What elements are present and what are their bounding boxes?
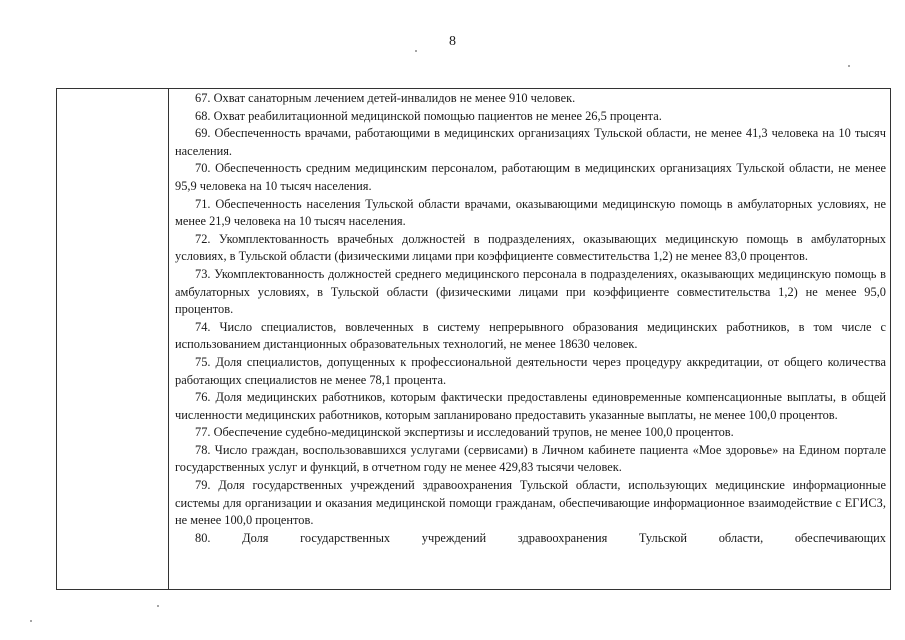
list-item: 80. Доля государственных учреждений здравоохранения Тульской области, обеспечивающих bbox=[195, 530, 886, 545]
scan-speck bbox=[30, 620, 32, 622]
list-item: 79. Доля государственных учреждений здравоохранения Тульской области, использующих медицинские информационные системы для организации и оказания медицинской помощи гражданам, обеспечивающие информационное взаимодействие с ЕГИСЗ, не менее 100,0 процентов. bbox=[175, 478, 886, 528]
list-item: 70. Обеспеченность средним медицинским персоналом, работающим в медицинских организациях Тульской области, не менее 95,9 человека на 10 тысяч населения. bbox=[175, 161, 886, 193]
list-item: 73. Укомплектованность должностей среднего медицинского персонала в подразделениях, оказывающих медицинскую помощь в амбулаторных условиях, в Тульской области (физическими лицами при коэффициенте совместительства 1,2) не менее 95,0 процентов. bbox=[175, 266, 886, 317]
scan-speck bbox=[415, 50, 417, 52]
list-item: 71. Обеспеченность населения Тульской области врачами, оказывающими медицинскую помощь в амбулаторных условиях, не менее 21,9 человека на 10 тысяч населения. bbox=[175, 196, 886, 229]
scan-speck bbox=[157, 605, 159, 607]
page-number: 8 bbox=[449, 34, 456, 49]
table-right-column bbox=[169, 89, 890, 589]
list-item: 69. Обеспеченность врачами, работающими в медицинских организациях Тульской области, не менее 41,3 человека на 10 тысяч населения. bbox=[175, 126, 886, 158]
list-item: 68. Охват реабилитационной медицинской помощью пациентов не менее 26,5 процента. bbox=[195, 108, 662, 123]
list-item: 78. Число граждан, воспользовавшихся услугами (сервисами) в Личном кабинете пациента «Мое здоровье» на Едином портале государственных услуг и функций, в отчетном году не менее 429,83 тысячи человек. bbox=[175, 442, 886, 475]
list-item: 67. Охват санаторным лечением детей-инвалидов не менее 910 человек. bbox=[195, 91, 576, 105]
document-table bbox=[56, 88, 891, 590]
list-item: 77. Обеспечение судебно-медицинской экспертизы и исследований трупов, не менее 100,0 процентов. bbox=[195, 425, 734, 440]
table-left-column bbox=[57, 89, 169, 589]
list-item: 74. Число специалистов, вовлеченных в систему непрерывного образования медицинских работников, в том числе с использованием дистанционных образовательных технологий, не менее 18630 человек. bbox=[175, 319, 886, 352]
list-item: 75. Доля специалистов, допущенных к профессиональной деятельности через процедуру аккредитации, от общего количества работающих специалистов не менее 78,1 процента. bbox=[175, 354, 886, 387]
scan-speck bbox=[848, 65, 850, 67]
list-item: 76. Доля медицинских работников, которым фактически предоставлены единовременные компенсационные выплаты, в общей численности медицинских работников, которым запланировано предоставить указанные выплаты, не менее 100,0 процентов. bbox=[175, 390, 886, 422]
list-item: 72. Укомплектованность врачебных должностей в подразделениях, оказывающих медицинскую помощь в амбулаторных условиях, в Тульской области (физическими лицами при коэффициенте совместительства 1,2) не менее 83,0 процентов. bbox=[175, 231, 886, 264]
